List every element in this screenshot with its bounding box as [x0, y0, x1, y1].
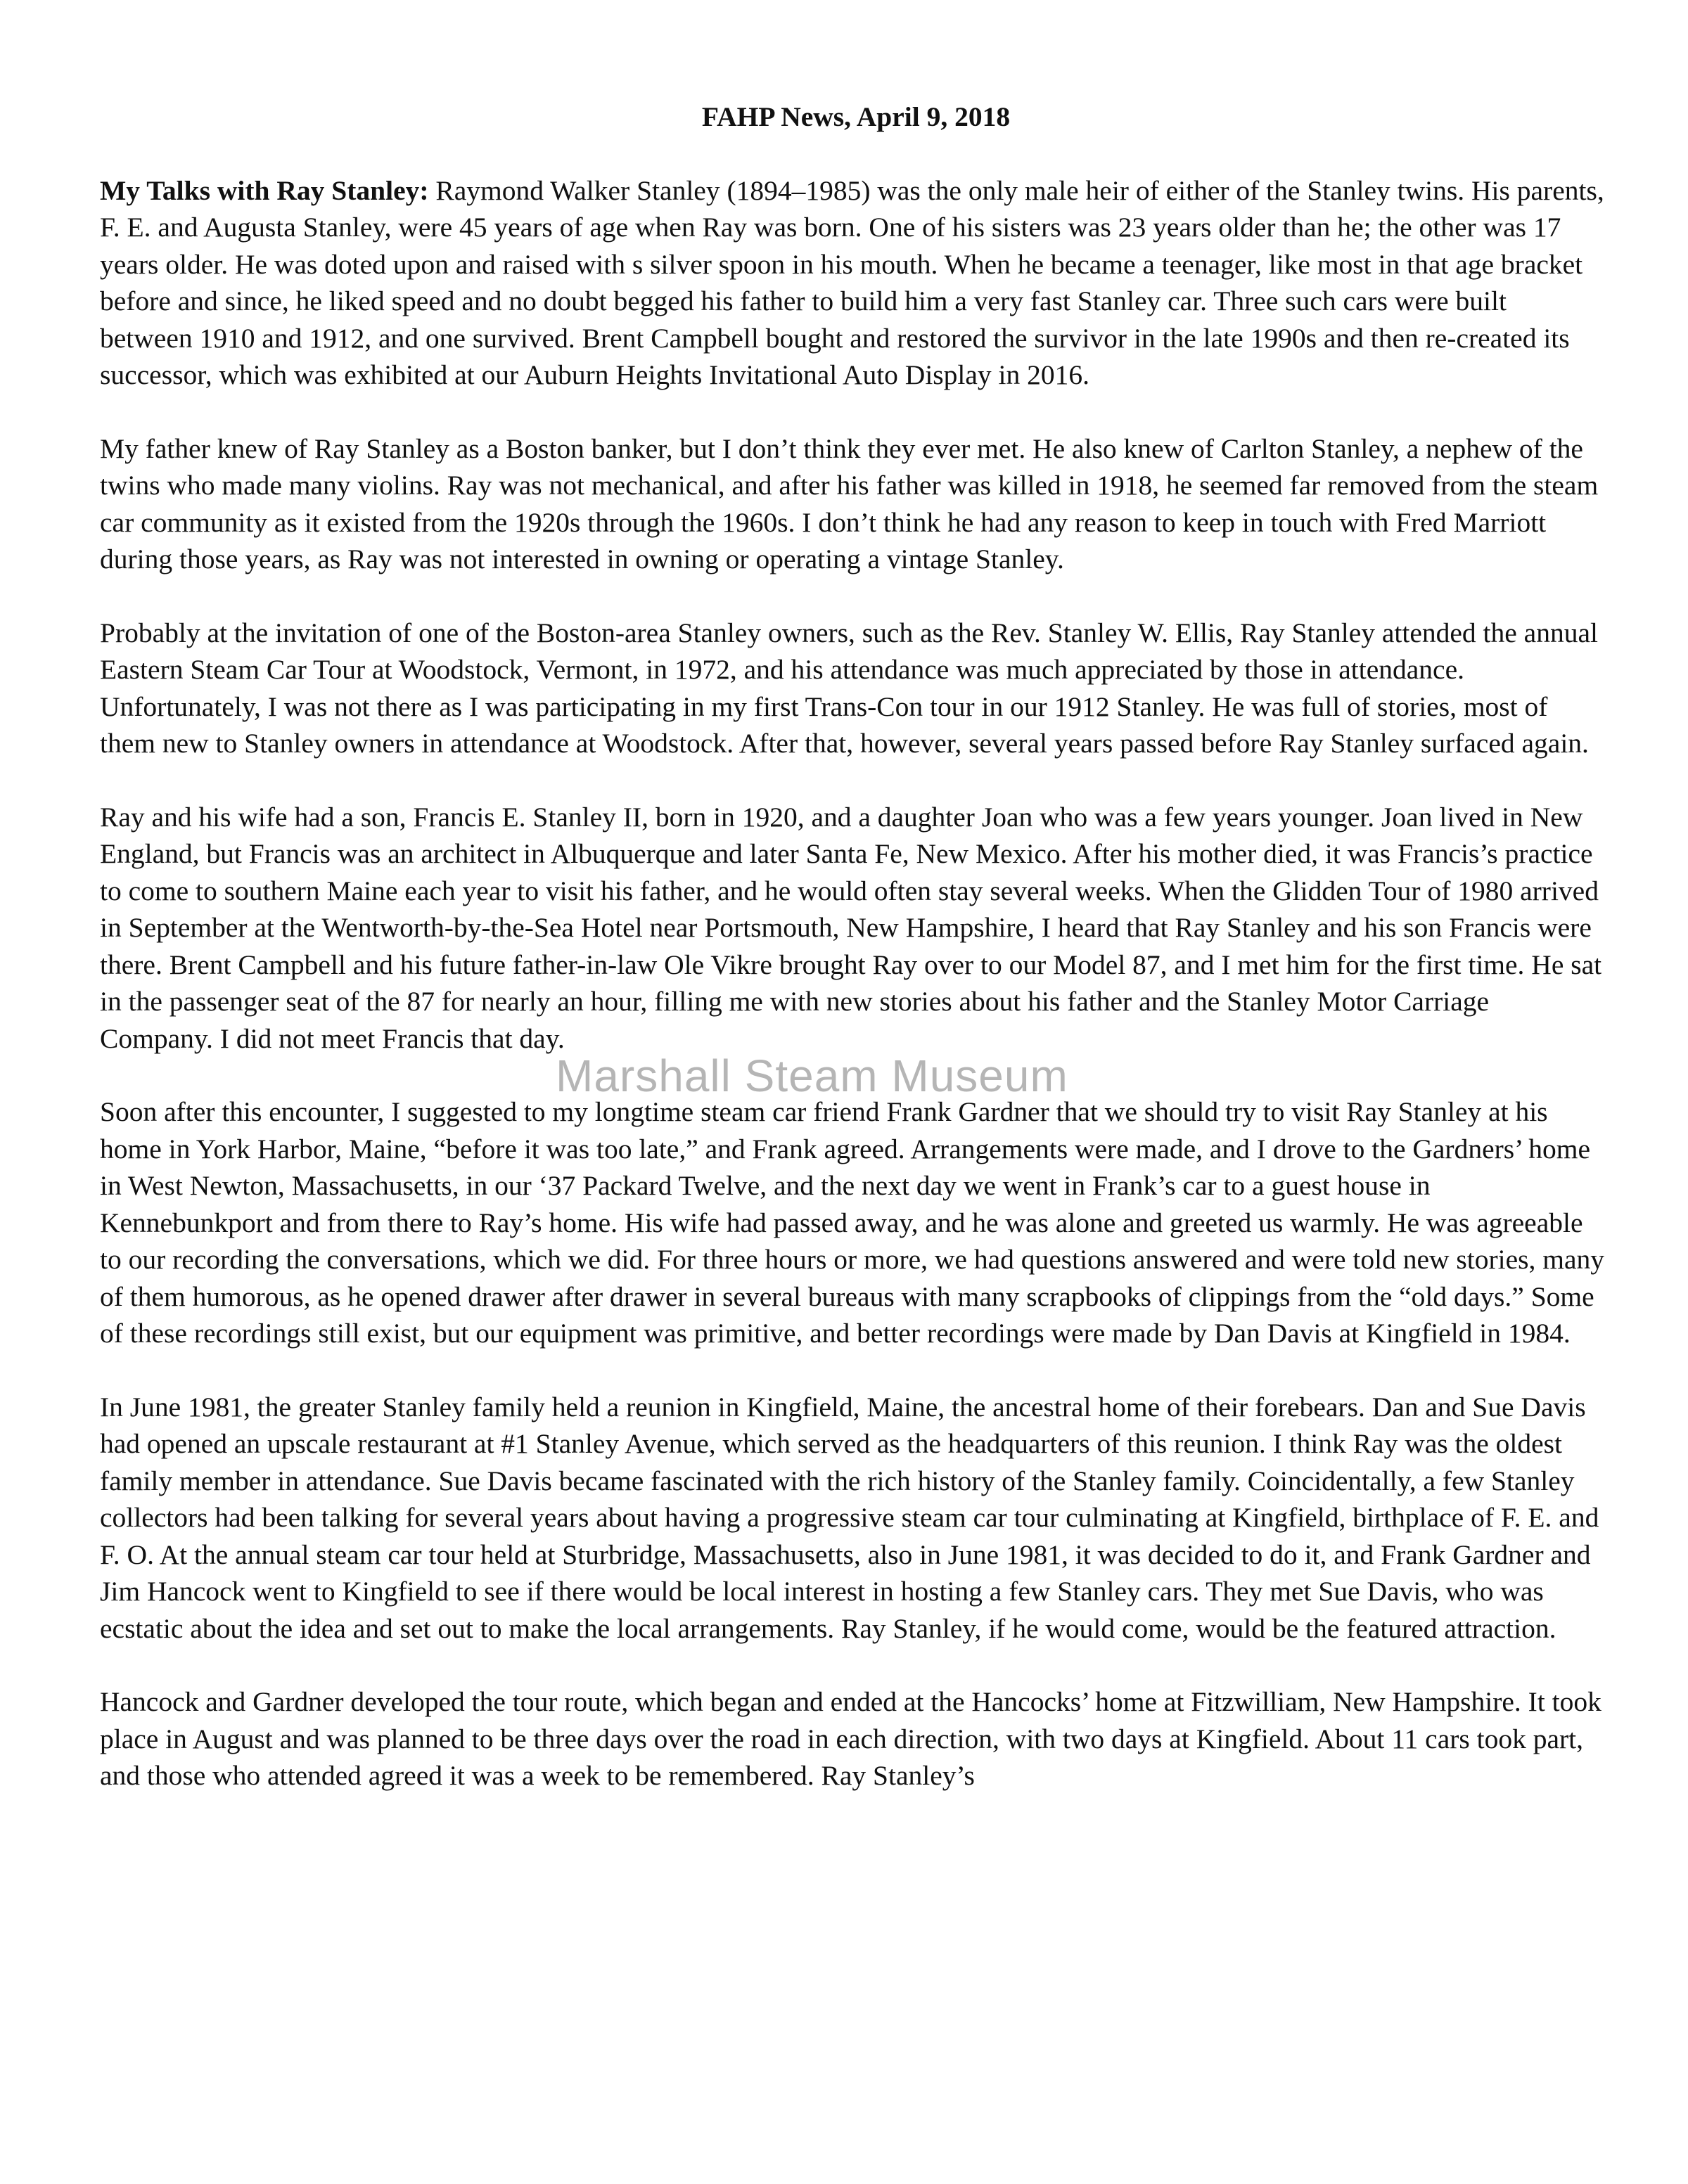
paragraph-3: Probably at the invitation of one of the Boston-area Stanley owners, such as the Rev. Stanley W. Ellis, Ray Stanley attended the annual Eastern Steam Car Tour at Woodstock, Vermont, in 1972, and his attendance was much appreciated by those in attendance. Unfortunately, I was not there as I was participating in my first Trans-Con tour in our 1912 Stanley. He was full of stories, most of them new to Stanley owners in attendance at Woodstock. After that, however, several years passed before Ray Stanley surfaced again. [100, 617, 1598, 759]
paragraph-1 [100, 172, 1605, 394]
paragraph-2: My father knew of Ray Stanley as a Boston banker, but I don’t think they ever met. He also knew of Carlton Stanley, a nephew of the twins who made many violins. Ray was not mechanical, and after his father was killed in 1918, he seemed far removed from the steam car community as it existed from the 1920s through the 1960s. I don’t think he had any reason to keep in touch with Fred Marriott during those years, as Ray was not interested in owning or operating a vintage Stanley. [100, 432, 1599, 574]
paragraph-7: Hancock and Gardner developed the tour route, which began and ended at the Hancocks’ home at Fitzwilliam, New Hampshire. It took place in August and was planned to be three days over the road in each direction, with two days at Kingfield. About 11 cars took part, and those who attended agreed it was a week to be remembered. Ray Stanley’s [100, 1686, 1601, 1791]
document-page [100, 98, 1605, 1831]
section-heading: My Talks with Ray Stanley: [100, 174, 429, 206]
watermark: Marshall Steam Museum [556, 1051, 1068, 1101]
paragraph-text: Raymond Walker Stanley (1894–1985) was the only male heir of either of the Stanley twins. His parents, F. E. and Augusta Stanley, were 45 years of age when Ray was born. One of his sisters was 23 years older than he; the other was 17 years older. He was doted upon and raised with s silver spoon in his mouth. When he became a teenager, like most in that age bracket before and since, he liked speed and no doubt begged his father to build him a very fast Stanley car. Three such cars were built between 1910 and 1912, and one survived. Brent Campbell bought and restored the survivor in the late 1990s and then re-created its successor, which was exhibited at our Auburn Heights Invitational Auto Display in 2016. [100, 174, 1604, 390]
paragraph-5: Soon after this encounter, I suggested to my longtime steam car friend Frank Gardner that we should try to visit Ray Stanley at his home in York Harbor, Maine, “before it was too late,” and Frank agreed. Arrangements were made, and I drove to the Gardners’ home in West Newton, Massachusetts, in our ‘37 Packard Twelve, and the next day we went in Frank’s car to a guest house in Kennebunkport and from there to Ray’s home. His wife had passed away, and he was alone and greeted us warmly. He was agreeable to our recording the conversations, which we did. For three hours or more, we had questions answered and were told new stories, many of them humorous, as he opened drawer after drawer in several bureaus with many scrapbooks of clippings from the “old days.” Some of these recordings still exist, but our equipment was primitive, and better recordings were made by Dan Davis at Kingfield in 1984. [100, 1096, 1605, 1349]
paragraph-4: Ray and his wife had a son, Francis E. Stanley II, born in 1920, and a daughter Joan who was a few years younger. Joan lived in New England, but Francis was an architect in Albuquerque and later Santa Fe, New Mexico. After his mother died, it was Francis’s practice to come to southern Maine each year to visit his father, and he would often stay several weeks. When the Glidden Tour of 1980 arrived in September at the Wentworth-by-the-Sea Hotel near Portsmouth, New Hampshire, I heard that Ray Stanley and his son Francis were there. Brent Campbell and his future father-in-law Ole Vikre brought Ray over to our Model 87, and I met him for the first time. He sat in the passenger seat of the 87 for nearly an hour, filling me with new stories about his father and the Stanley Motor Carriage Company. I did not meet Francis that day. [100, 801, 1602, 1054]
page-title: FAHP News, April 9, 2018 [701, 101, 1011, 132]
paragraph-6: In June 1981, the greater Stanley family held a reunion in Kingfield, Maine, the ancestral home of their forebears. Dan and Sue Davis had opened an upscale restaurant at #1 Stanley Avenue, which served as the headquarters of this reunion. I think Ray was the oldest family member in attendance. Sue Davis became fascinated with the rich history of the Stanley family. Coincidentally, a few Stanley collectors had been talking for several years about having a progressive steam car tour culminating at Kingfield, birthplace of F. E. and F. O. At the annual steam car tour held at Sturbridge, Massachusetts, also in June 1981, it was decided to do it, and Frank Gardner and Jim Hancock went to Kingfield to see if there would be local interest in hosting a few Stanley cars. They met Sue Davis, who was ecstatic about the idea and set out to make the local arrangements. Ray Stanley, if he would come, would be the featured attraction. [100, 1391, 1599, 1644]
